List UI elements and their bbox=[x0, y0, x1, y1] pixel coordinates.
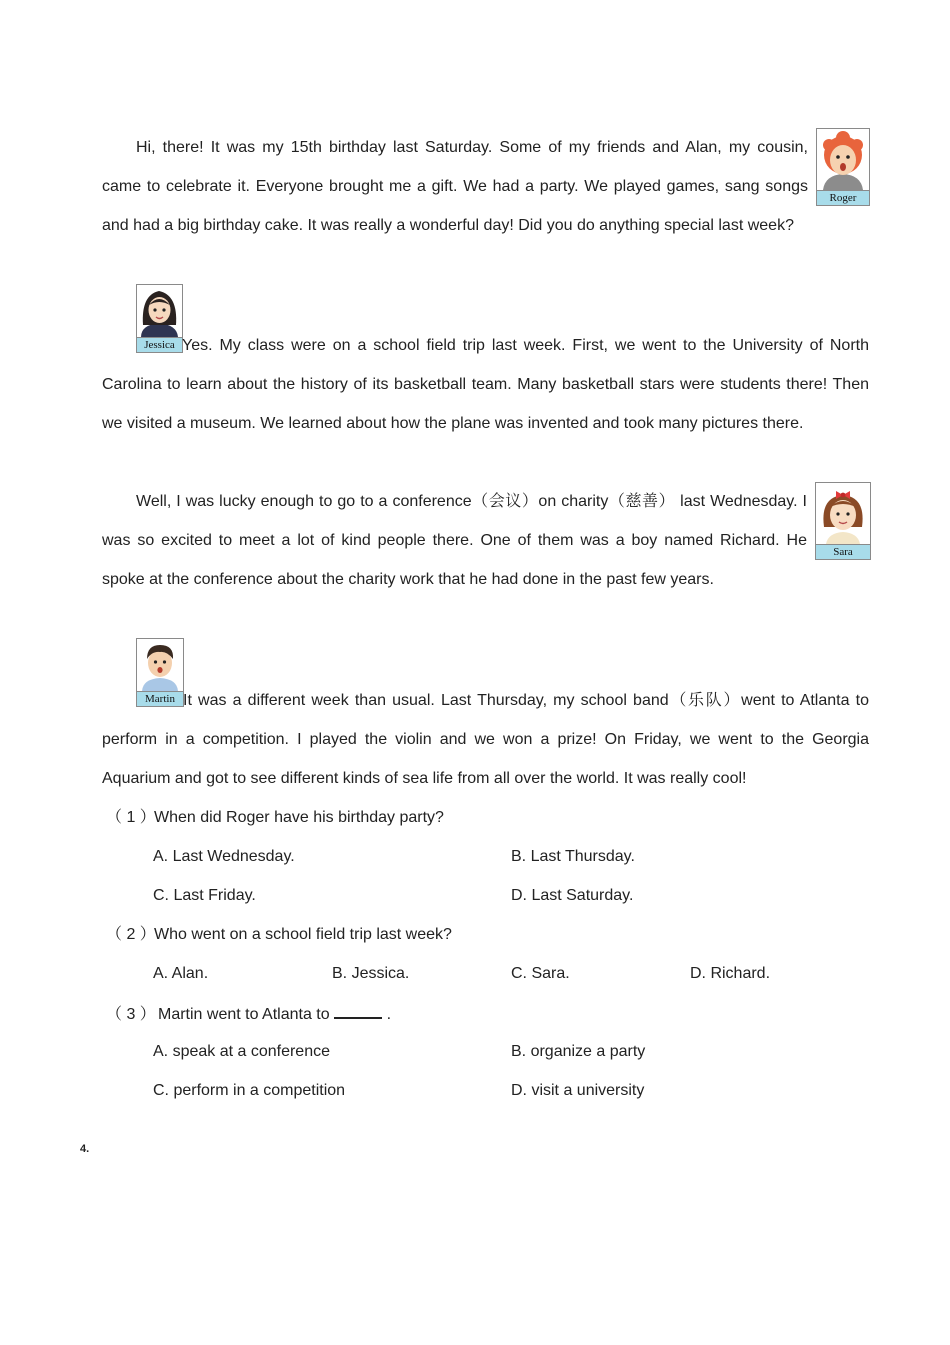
passage-text-content: Yes. My class were on a school field trip last week. First, we went to the University of North Carolina to learn about the history of its basketball team. Many basketball stars were students there! Then we visited a museum. We learned about how the plane was invented and took many pictures there. bbox=[102, 337, 869, 432]
q2-option-b[interactable]: B. Jessica. bbox=[332, 965, 410, 982]
question-3 bbox=[102, 1003, 391, 1025]
question-number: （ 3 ） bbox=[106, 1006, 156, 1023]
question-stem: When did Roger have his birthday party? bbox=[154, 809, 444, 826]
q2-option-a[interactable]: A. Alan. bbox=[153, 965, 209, 982]
q2-option-d[interactable]: D. Richard. bbox=[690, 965, 771, 982]
avatar-name-roger: Roger bbox=[817, 190, 869, 205]
passage-roger bbox=[102, 128, 808, 245]
q3-option-d[interactable]: D. visit a university bbox=[511, 1082, 645, 1099]
passage-sara bbox=[102, 482, 807, 599]
avatar-name-jessica: Jessica bbox=[137, 337, 182, 352]
question-stem: Martin went to Atlanta to bbox=[158, 1006, 330, 1023]
q1-option-b[interactable]: B. Last Thursday. bbox=[511, 848, 635, 865]
q1-option-d[interactable]: D. Last Saturday. bbox=[511, 887, 634, 904]
passage-text-content: It was a different week than usual. Last Thursday, my school band（乐队）went to Atlanta to perform in a competition. I played the violin and we won a prize! On Friday, we went to the Georgia Aquarium and got to see different kinds of sea life from all over the world. It was really cool! bbox=[102, 692, 869, 787]
avatar-roger bbox=[816, 128, 870, 206]
next-question-number: 4. bbox=[80, 1143, 90, 1155]
passage-jessica bbox=[102, 326, 869, 443]
roger-portrait-icon bbox=[817, 129, 869, 190]
q3-option-c[interactable]: C. perform in a competition bbox=[153, 1082, 346, 1099]
question-number: （ 1 ） bbox=[106, 809, 156, 826]
sara-portrait-icon bbox=[816, 483, 870, 544]
q3-option-b[interactable]: B. organize a party bbox=[511, 1043, 646, 1060]
question-stem: Who went on a school field trip last week? bbox=[154, 926, 452, 943]
avatar-sara bbox=[815, 482, 871, 560]
question-stem-end: . bbox=[386, 1006, 392, 1023]
passage-text: Well, I was lucky enough to go to a conference（会议）on charity（慈善） last Wednesday. I was so excited to meet a lot of kind people there. One of them was a boy named Richard. He spoke at the conference about the charity work that he had done in the past few years. bbox=[102, 493, 807, 588]
question-1 bbox=[102, 808, 444, 828]
q3-option-a[interactable]: A. speak at a conference bbox=[153, 1043, 330, 1060]
question-number: （ 2 ） bbox=[106, 926, 156, 943]
avatar-name-sara: Sara bbox=[816, 544, 870, 559]
answer-blank[interactable] bbox=[334, 1003, 382, 1019]
q1-option-a[interactable]: A. Last Wednesday. bbox=[153, 848, 295, 865]
passage-text bbox=[102, 326, 869, 443]
q1-option-c[interactable]: C. Last Friday. bbox=[153, 887, 256, 904]
q2-option-c[interactable]: C. Sara. bbox=[511, 965, 570, 982]
question-2 bbox=[102, 925, 452, 945]
passage-text bbox=[102, 681, 869, 798]
avatar-name-martin: Martin bbox=[137, 691, 183, 706]
passage-martin bbox=[102, 681, 869, 798]
passage-text: Hi, there! It was my 15th birthday last Saturday. Some of my friends and Alan, my cousin, came to celebrate it. Everyone brought me a gift. We had a party. We played games, sang songs and had a big birthday cake. It was really a wonderful day! Did you do anything special last week? bbox=[102, 139, 808, 234]
